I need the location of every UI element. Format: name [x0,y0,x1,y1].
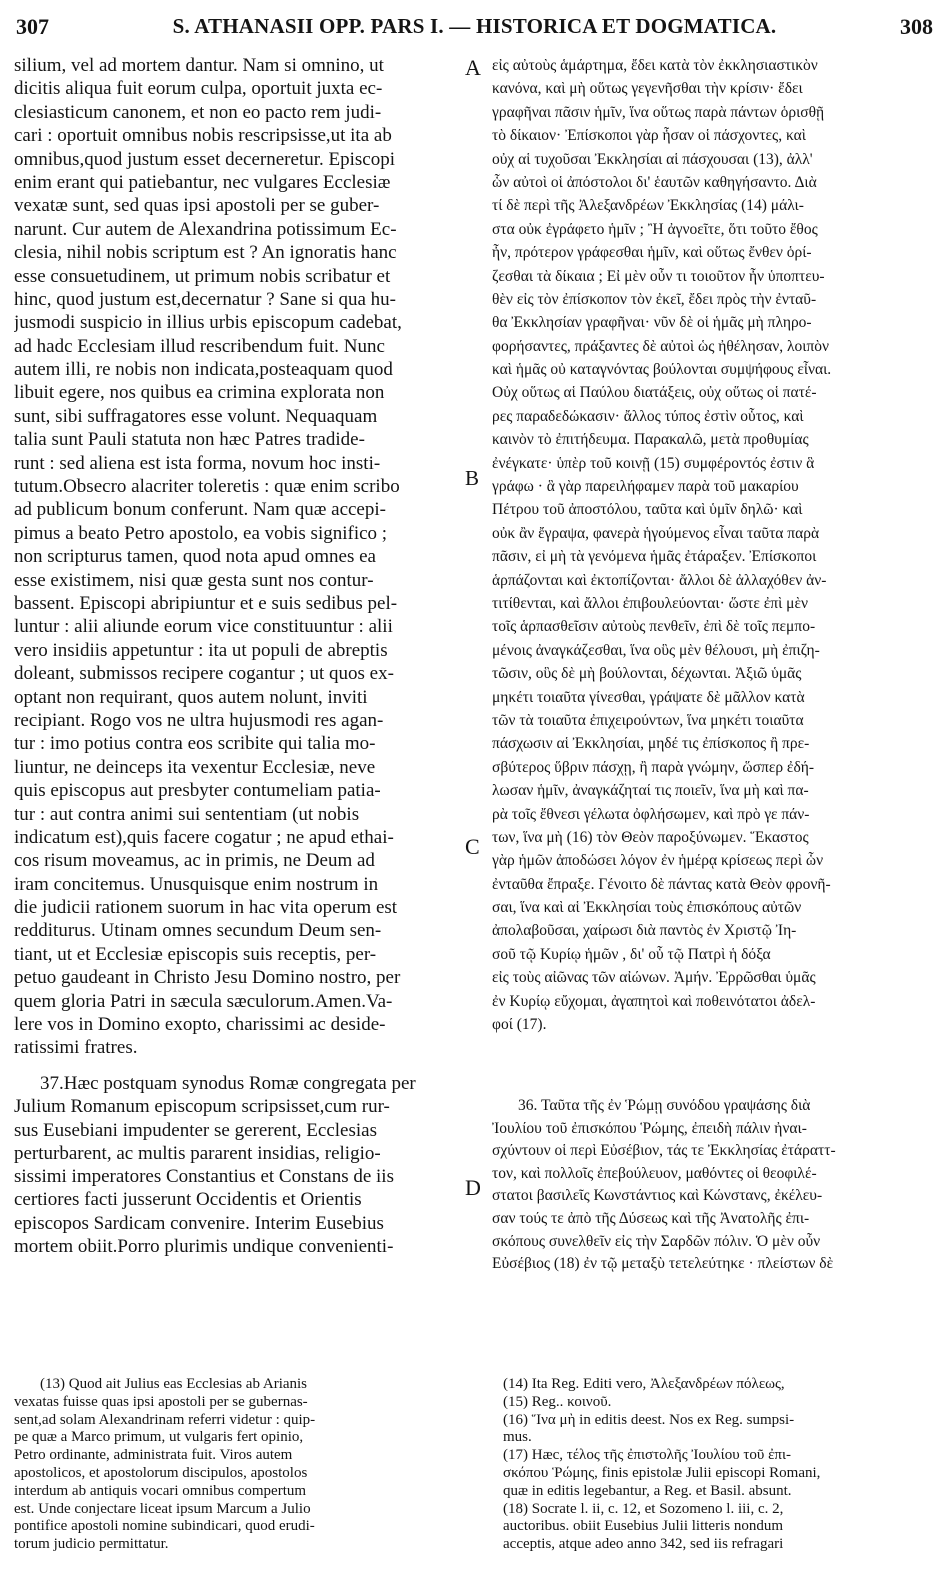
text-line: die judicii rationem suorum in hac vita operum est [14,897,398,919]
margin-marker-d: D [465,1175,481,1200]
text-line: recipiant. Rogo vos ne ultra hujusmodi res agan- [14,709,384,731]
footnotes-right [503,1376,937,1554]
text-line: τιτίθενται, καὶ ἄλλοι ἐπιβουλεύονται· ὥστε ἐπὶ μὲν [492,594,809,612]
text-line: (16) Ἵνα μὴ in editis deest. Nos ex Reg. sumpsi- [503,1411,795,1428]
text-line: quis episcopus aut presbyter contumeliam patia- [14,780,381,802]
text-line: φοί (17). [492,1016,547,1034]
text-line: optant non requirant, quos autem nolunt, inviti [14,686,368,708]
text-line: est. Unde conjectare liceat ipsum Marcum a Julio [14,1500,311,1517]
text-line: θὲν εἰς τὸν ἐπίσκοπον τὸν ἐκεῖ, ἔδει πρὸς τὴν ἐνταῦ- [492,290,817,308]
text-line: torum judicio permittatur. [14,1536,169,1553]
text-line: τον, καὶ πολλοῖς ἐπεβούλευον, μαθόντες οἱ θεοφιλέ- [492,1164,817,1182]
text-line: ἀπολαβοῦσαι, χαίρωσι διὰ παντὸς ἐν Χριστῷ Ἰη- [492,922,797,940]
text-line: τῶν τὰ τοιαῦτα ἐπιχειρούντων, ἵνα μηκέτι τοιαῦτα [492,711,804,729]
text-line: καινὸν τὸ ἐπιτήδευμα. Παρακαλῶ, μετὰ προθυμίας [492,431,809,449]
text-line: narunt. Cur autem de Alexandrina potissimum Ec- [14,218,397,240]
text-line: (15) Reg.. κοινοῦ. [503,1393,612,1410]
text-line: redditurus. Utinam omnes secundum Deum sen- [14,920,382,942]
text-line: sunt, sibi suffragatores esse volunt. Nequaquam [14,405,378,427]
text-line: τί δὲ περὶ τῆς Ἀλεξανδρέων Ἐκκλησίας (14) μάλι- [492,197,804,215]
text-line: (14) Ita Reg. Editi vero, Ἀλεξανδρέων πόλεως, [503,1376,785,1392]
text-line: ἁρπάζονται καὶ ἐκτοπίζονται· ἄλλοι δὲ ἀλλαχόθεν ἀν- [492,571,827,589]
page-number-right: 308 [900,14,933,39]
text-line: auctoribus. obiit Eusebius Julii litteris nondum [503,1518,783,1535]
text-line: vexatæ sunt, sed quas ipsi apostoli per se guber- [14,195,380,217]
text-line: pe quæ a Marco primum, ut vulgaris fert opinio, [14,1429,304,1446]
text-line: Οὐχ οὕτως αἱ Παύλου διατάξεις, οὐχ οὕτως οἱ πατέ- [492,384,817,402]
text-line: vexatas fuisse quas ipsi apostoli per se gubernas- [14,1393,308,1410]
text-line: ἐνταῦθα ἔπραξε. Γένοιτο δὲ πάντας κατὰ Θεὸν φρονῆ- [492,875,831,893]
text-line: τοῖς ἁρπασθεῖσιν αὐτοὺς πενθεῖν, ἐπὶ δὲ τοῖς πεμπο- [492,618,816,636]
text-line: Εὐσέβιος (18) ἐν τῷ μεταξὺ τετελεύτηκε · πλείστων δὲ [492,1255,834,1273]
text-line: episcopos Sardicam convenire. Interim Eusebius [14,1212,384,1234]
text-line: ἦν, πρότερον γράφεσθαι ἡμῖν, καὶ οὕτως ἔνθεν ὁρί- [492,244,812,262]
margin-marker-c: C [465,834,480,859]
text-line: εἰς τοὺς αἰῶνας τῶν αἰώνων. Ἀμήν. Ἐρρῶσθαι ὑμᾶς [492,969,816,987]
text-line: sent,ad solam Alexandrinam referri videtur : quip- [14,1411,316,1428]
text-line: certiores facti jusserunt Occidentis et Orientis [14,1189,362,1211]
text-line: τῶσιν, οὓς δὲ μὴ βούλονται, δέχωνται. Ἀξιῶ ὑμᾶς [492,665,802,683]
text-line: non scripturus tamen, quod nota apud omnes ea [14,546,376,568]
text-line: 37.Hæc postquam synodus Romæ congregata per [40,1073,416,1094]
text-line: mortem obiit.Porro plurimis undique convenienti- [14,1236,394,1258]
text-line: quæ in editis legebantur, a Reg. et Basil. absunt. [503,1482,792,1499]
page-number-left: 307 [16,14,49,39]
text-line: clesiasticum canonem, et non eo pacto rem judi- [14,101,382,123]
text-line: εἰς αὐτοὺς ἁμάρτημα, ἔδει κατὰ τὸν ἐκκλησιαστικὸν [492,57,818,74]
text-line: hinc, quod justum est,decernatur ? Sane si qua hu- [14,288,397,310]
text-line: luntur : alii aliunde eorum vice constituuntur : alii [14,616,393,638]
text-line: των, ἵνα μὴ (16) τὸν Θεὸν παροξύνωμεν. Ἕκαστος [492,828,809,846]
text-line: dicitis aliqua fuit eorum culpa, oportuit juxta ec- [14,78,383,100]
text-line: σκόπους συνελθεῖν εἰς τὴν Σαρδῶν πόλιν. Ὁ μὲν οὖν [492,1232,821,1250]
text-line: σβύτερος ὕβριν πάσχῃ, ἢ παρὰ γνώμην, ὥσπερ ἐδή- [492,758,815,776]
text-line: γὰρ ἡμῶν ἀποδώσει λόγον ἐν ἡμέρᾳ κρίσεως περὶ ὧν [492,852,824,870]
greek-column-text [492,54,936,1036]
text-line: σαι, ἵνα καὶ αἱ Ἐκκλησίαι τοὺς ἐπισκόπους αὐτῶν [492,899,802,917]
text-line: (18) Socrate l. ii, c. 12, et Sozomeno l. iii, c. 2, [503,1500,784,1517]
text-line: cos risum moveamus, ac in primis, ne Deum ad [14,850,375,872]
text-line: μένοις ἀναγκάζεσθαι, ἵνα οὓς μὲν θέλουσι, μὴ ἐπιζη- [492,641,820,659]
text-line: καὶ ἡμᾶς οὐ καταγνόντας βούλονται συμψήφους εἶναι. [492,361,832,379]
text-line: σχύντουν οἱ περὶ Εὐσέβιον, τάς τε Ἐκκλησίας ἐτάραττ- [492,1142,836,1160]
text-line: tur : imo potius contra eos scribite qui talia mo- [14,733,376,755]
text-line: Πέτρου τοῦ ἀποστόλου, ταῦτα καὶ ὑμῖν δηλῶ· καὶ [492,501,803,519]
text-line: enim erant qui patiebantur, nec vulgares Ecclesiæ [14,171,391,193]
running-title: S. ATHANASII OPP. PARS I. — HISTORICA ET DOGMATICA. [172,14,777,38]
text-line: clesia, nihil nobis scriptum est ? An ignoratis hanc [14,242,397,264]
text-line: omnibus,quod justum esset decerneretur. Episcopi [14,148,395,170]
text-line: πᾶσιν, εἰ μὴ τὰ γενόμενα ἡμᾶς ἐτάραξεν. Ἐπίσκοποι [492,548,817,566]
text-line: ratissimi fratres. [14,1037,138,1059]
text-line: σκόπου Ῥώμης, finis epistolæ Julii episcopi Romani, [503,1464,821,1481]
margin-marker-a: A [465,55,481,80]
text-line: (13) Quod ait Julius eas Ecclesias ab Arianis [40,1376,308,1392]
text-line: autem illi, re nobis non indicata,posteaquam quod [14,359,393,381]
text-line: mus. [503,1429,532,1446]
text-line: στατοι βασιλεῖς Κωνστάντιος καὶ Κώνστανς, ἐκέλευ- [492,1187,823,1205]
text-line: μηκέτι τοιαῦτα γίνεσθαι, γράψατε δὲ μᾶλλον κατὰ [492,688,805,706]
text-line: θα Ἐκκλησίαν γραφῆναι· νῦν δὲ οἱ ἡμᾶς μὴ πληρο- [492,314,812,332]
text-line: ρὰ τοῖς ἔθνεσι γέλωτα ὀφλήσωμεν, καὶ πρὸ γε πάν- [492,805,810,823]
text-line: λωσαν ἡμῖν, ἀναγκάζηταί τις ποιεῖν, ἵνα μὴ καὶ πα- [492,782,809,800]
latin-section-37 [14,1072,466,1258]
text-line: φορήσαντες, πράξαντες δὲ αὐτοὶ ὡς ἠθέλησαν, λοιπὸν [492,337,830,355]
text-line: ἐνέγκατε· ὑπὲρ τοῦ κοινῇ (15) συμφέροντός ἐστιν ἃ [492,454,815,472]
text-line: tur : aut contra animi sui sententiam (ut nobis [14,803,360,825]
text-line: runt : sed aliena est ista forma, novum hoc insti- [14,452,381,474]
text-line: οὐχ αἱ τυχοῦσαι Ἐκκλησίαι αἱ πάσχουσαι (13), ἀλλ' [492,150,813,168]
text-line: Julium Romanum episcopum scripsisset,cum rur- [14,1096,390,1118]
text-line: (17) Hæc, τέλος τῆς ἐπιστολῆς Ἰουλίου τοῦ ἐπι- [503,1447,791,1464]
text-line: ad publicum bonum conferunt. Nam quæ accepi- [14,499,386,521]
text-line: doleant, submissos recipere cogantur ; ut quos ex- [14,663,394,685]
text-line: σαν τούς τε ἀπὸ τῆς Δύσεως καὶ τῆς Ἀνατολῆς ἐπι- [492,1209,810,1227]
text-line: acceptis, atque adeo anno 342, sed iis refragari [503,1536,784,1553]
text-line: οὐκ ἂν ἔγραψα, φανερὰ ἡγούμενος εἶναι ταῦτα παρὰ [492,524,820,542]
latin-column-text [14,54,462,1060]
text-line: perturbarent, ac multis pararent insidias, religio- [14,1142,381,1164]
text-line: ἐν Κυρίῳ εὔχομαι, ἀγαπητοὶ καὶ ποθεινότατοι ἀδελ- [492,992,816,1010]
text-line: tiant, ut et Ecclesiæ episcopis suis receptis, per- [14,943,377,965]
text-line: γραφῆναι πᾶσιν ἡμῖν, ἵνα οὕτως παρὰ πάντων ὁρισθῇ [492,103,825,121]
text-line: sus Eusebiani impudenter se gererent, Ecclesias [14,1119,377,1141]
margin-marker-b: B [465,466,480,490]
text-line: silium, vel ad mortem dantur. Nam si omnino, ut [14,55,384,76]
text-line: esse consuetudinem, ut primum nobis scribatur et [14,265,391,287]
text-line: iram concitemus. Unusquisque enim nostrum in [14,873,379,895]
text-line: κανόνα, καὶ μὴ οὕτως γεγενῆσθαι τὴν κρίσιν· ἔδει [492,80,803,98]
text-line: liuntur, ne deinceps ita vexentur Ecclesiæ, neve [14,756,376,778]
text-line: libuit egere, nos quibus ea crimina explorata non [14,382,385,404]
running-header [16,8,933,42]
text-line: πάσχωσιν αἱ Ἐκκλησίαι, μηδέ τις ἐπίσκοπος ἢ πρε- [492,735,810,753]
text-line: γράφω · ἃ γὰρ παρειλήφαμεν παρὰ τοῦ μακαρίου [492,478,799,496]
text-line: tutum.Obsecro alacriter toleretis : quæ enim scribo [14,476,400,498]
text-line: vero insidiis appetuntur : ita ut populi de abreptis [14,639,388,661]
text-line: esse existimem, nisi quæ gesta sunt nos contur- [14,569,374,591]
text-line: lere vos in Domino exopto, charissimi ac deside- [14,1014,386,1036]
text-line: Ἰουλίου τοῦ ἐπισκόπου Ῥώμης, ἐπειδὴ πάλιν ἠναι- [492,1119,807,1137]
text-line: 36. Ταῦτα τῆς ἐν Ῥώμῃ συνόδου γραψάσης διὰ [518,1097,811,1114]
text-line: σοῦ τῷ Κυρίῳ ἡμῶν , δι' οὗ τῷ Πατρὶ ἡ δόξα [492,945,771,963]
text-line: interdum ab antiquis vocari omnibus compertum [14,1482,307,1499]
text-line: Petro ordinante, administrata fuit. Viros autem [14,1447,293,1464]
text-line: sissimi imperatores Constantius et Constans de iis [14,1166,394,1188]
text-line: τὸ δίκαιον· Ἐπίσκοποι γὰρ ἦσαν οἱ πάσχοντες, καὶ [492,127,806,145]
text-line: ad hadc Ecclesiam illud rescribendum fuit. Nunc [14,335,385,357]
text-line: petuo gaudeant in Christo Jesu Domino nostro, per [14,967,401,989]
text-line: pontifice apostoli nomine subindicari, quod erudi- [14,1518,315,1535]
text-line: jusmodi suspicio in illius urbis episcopum cadebat, [14,312,402,334]
text-line: pimus a beato Petro apostolo, ea vobis significo ; [14,522,388,544]
text-line: talia sunt Pauli statuta non hæc Patres tradide- [14,429,365,451]
text-line: apostolicos, et apostolorum discipulos, apostolos [14,1464,308,1481]
text-line: indicatum est),quis facere cogatur ; ne apud ethai- [14,826,394,848]
text-line: ὧν αὐτοὶ οἱ ἀπόστολοι δι' ἑαυτῶν καθηγήσαντο. Διὰ [492,173,817,191]
text-line: ρες παραδεδώκασιν· ἄλλος τύπος ἐστὶν οὗτος, καὶ [492,407,804,425]
text-line: cari : oportuit omnibus nobis rescripsisse,ut ita ab [14,125,392,147]
text-line: ζεσθαι τὰ δίκαια ; Εἰ μὲν οὖν τι τοιοῦτον ἦν ὑποπτευ- [492,267,825,285]
text-line: bassent. Episcopi abripiuntur et e suis sedibus pel- [14,592,398,614]
greek-section-36 [492,1095,936,1276]
text-line: στα οὐκ ἐγράφετο ἡμῖν ; Ἢ ἀγνοεῖτε, ὅτι τοῦτο ἔθος [492,220,818,238]
text-line: quem gloria Patri in sæcula sæculorum.Amen.Va- [14,990,393,1012]
footnotes-left [14,1376,464,1554]
